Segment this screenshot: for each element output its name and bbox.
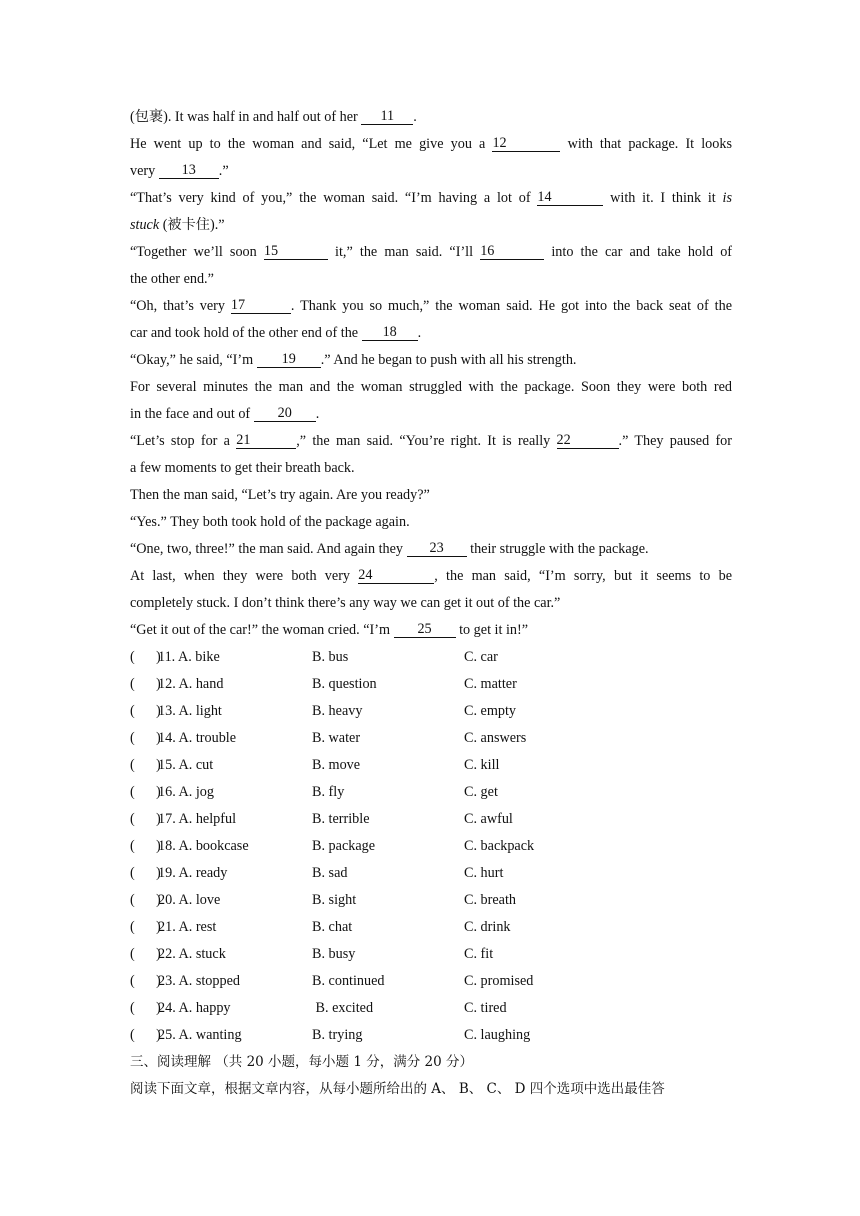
answer-parenthesis[interactable]: ( ) xyxy=(130,919,161,935)
passage-text: a few moments to get their breath back. xyxy=(130,460,355,476)
passage-line xyxy=(130,131,732,158)
passage-line xyxy=(130,104,732,131)
passage-text: with it. I think it xyxy=(610,190,723,206)
passage-text: . xyxy=(315,406,320,422)
option-c: C. matter xyxy=(464,676,517,692)
blank-14: 14 xyxy=(537,189,603,206)
answer-parenthesis[interactable]: ( ) xyxy=(130,838,161,854)
passage-line xyxy=(130,536,732,563)
option-a: 11. A. bike xyxy=(158,649,220,665)
answer-parenthesis[interactable]: ( ) xyxy=(130,730,161,746)
blank-12: 12 xyxy=(492,135,560,152)
question-row xyxy=(130,833,732,860)
passage-text: At last, when they were both very xyxy=(130,568,359,584)
option-a: 17. A. helpful xyxy=(158,811,237,827)
blank-15: 15 xyxy=(264,243,328,260)
answer-parenthesis[interactable]: ( ) xyxy=(130,865,161,881)
passage-text: (包裹). It was half in and half out of her xyxy=(130,109,362,125)
option-c: C. backpack xyxy=(464,838,535,854)
passage-line xyxy=(130,617,732,644)
question-row xyxy=(130,914,732,941)
passage-line xyxy=(130,347,732,374)
question-row xyxy=(130,806,732,833)
passage-text: “Together we’ll soon xyxy=(130,244,264,260)
passage-text: .” And he began to push with all his strength. xyxy=(320,352,577,368)
passage-line xyxy=(130,293,732,320)
option-a: 14. A. trouble xyxy=(158,730,237,746)
answer-parenthesis[interactable]: ( ) xyxy=(130,946,161,962)
option-a: 25. A. wanting xyxy=(158,1027,242,1043)
passage-text: their struggle with the package. xyxy=(470,541,649,557)
answer-parenthesis[interactable]: ( ) xyxy=(130,757,161,773)
option-b: B. move xyxy=(312,757,361,773)
option-b: B. sight xyxy=(312,892,357,908)
blank-11: 11 xyxy=(361,108,413,125)
question-row xyxy=(130,779,732,806)
passage-line xyxy=(130,482,732,509)
option-c: C. drink xyxy=(464,919,511,935)
option-c: C. hurt xyxy=(464,865,504,881)
passage-line xyxy=(130,239,732,266)
passage-text: it,” the man said. “I’ll xyxy=(335,244,481,260)
option-c: C. promised xyxy=(464,973,534,989)
passage-text: “Oh, that’s very xyxy=(130,298,231,314)
section-heading: 三、阅读理解 （共 20 小题，每小题 1 分，满分 20 分） xyxy=(130,1054,473,1070)
passage-text: .” xyxy=(218,163,229,179)
option-b: B. excited xyxy=(312,1000,374,1016)
option-a: 23. A. stopped xyxy=(158,973,240,989)
passage-text: the other end.” xyxy=(130,271,214,287)
option-a: 20. A. love xyxy=(158,892,221,908)
option-b: B. question xyxy=(312,676,377,692)
answer-parenthesis[interactable]: ( ) xyxy=(130,1000,161,1016)
passage-line xyxy=(130,320,732,347)
passage-text: “Let’s stop for a xyxy=(130,433,237,449)
passage-line xyxy=(130,563,732,590)
option-c: C. answers xyxy=(464,730,527,746)
question-row xyxy=(130,1022,732,1049)
passage-text: (被卡住).” xyxy=(159,217,225,233)
question-row xyxy=(130,968,732,995)
option-a: 19. A. ready xyxy=(158,865,228,881)
passage-text: Then the man said, “Let’s try again. Are you ready?” xyxy=(130,487,430,503)
blank-16: 16 xyxy=(480,243,544,260)
blank-24: 24 xyxy=(358,567,434,584)
option-c: C. fit xyxy=(464,946,494,962)
answer-parenthesis[interactable]: ( ) xyxy=(130,1027,161,1043)
option-b: B. trying xyxy=(312,1027,363,1043)
passage-line xyxy=(130,590,732,617)
answer-parenthesis[interactable]: ( ) xyxy=(130,649,161,665)
option-c: C. laughing xyxy=(464,1027,531,1043)
question-row xyxy=(130,644,732,671)
passage-text: For several minutes the man and the woman struggled with the package. Soon they were both red xyxy=(130,379,732,395)
passage-text: very xyxy=(130,163,159,179)
passage-text: . Thank you so much,” the woman said. He got into the back seat of the xyxy=(290,298,732,314)
passage-line xyxy=(130,185,732,212)
option-a: 13. A. light xyxy=(158,703,222,719)
option-b: B. continued xyxy=(312,973,385,989)
option-a: 16. A. jog xyxy=(158,784,214,800)
blank-13: 13 xyxy=(159,162,219,179)
passage-text: with that package. It looks xyxy=(567,136,732,152)
option-c: C. get xyxy=(464,784,498,800)
answer-parenthesis[interactable]: ( ) xyxy=(130,676,161,692)
answer-parenthesis[interactable]: ( ) xyxy=(130,784,161,800)
passage-text: in the face and out of xyxy=(130,406,254,422)
option-b: B. bus xyxy=(312,649,349,665)
passage-text: “Yes.” They both took hold of the package again. xyxy=(130,514,410,530)
blank-25: 25 xyxy=(394,621,456,638)
question-row xyxy=(130,995,732,1022)
blank-22: 22 xyxy=(557,432,619,449)
italic-text: stuck xyxy=(130,217,160,233)
blank-18: 18 xyxy=(362,324,418,341)
option-c: C. breath xyxy=(464,892,517,908)
option-a: 12. A. hand xyxy=(158,676,224,692)
passage-text: completely stuck. I don’t think there’s any way we can get it out of the car.” xyxy=(130,595,561,611)
answer-parenthesis[interactable]: ( ) xyxy=(130,703,161,719)
option-b: B. water xyxy=(312,730,361,746)
passage-line xyxy=(130,158,732,185)
passage-text: “That’s very kind of you,” the woman said. “I’m having a lot of xyxy=(130,190,538,206)
option-b: B. sad xyxy=(312,865,348,881)
option-b: B. chat xyxy=(312,919,353,935)
option-a: 21. A. rest xyxy=(158,919,217,935)
option-a: 15. A. cut xyxy=(158,757,214,773)
question-row xyxy=(130,941,732,968)
option-c: C. awful xyxy=(464,811,513,827)
answer-parenthesis[interactable]: ( ) xyxy=(130,892,161,908)
answer-parenthesis[interactable]: ( ) xyxy=(130,973,161,989)
italic-text: is xyxy=(722,190,733,206)
option-c: C. kill xyxy=(464,757,500,773)
passage-line xyxy=(130,509,732,536)
option-a: 24. A. happy xyxy=(158,1000,231,1016)
passage-text: “One, two, three!” the man said. And again they xyxy=(130,541,407,557)
blank-23: 23 xyxy=(407,540,467,557)
option-b: B. busy xyxy=(312,946,356,962)
blank-20: 20 xyxy=(254,405,316,422)
passage-line xyxy=(130,455,732,482)
passage-text: “Get it out of the car!” the woman cried. “I’m xyxy=(130,622,394,638)
question-row xyxy=(130,860,732,887)
question-row xyxy=(130,725,732,752)
passage-text: , the man said, “I’m sorry, but it seems to be xyxy=(434,568,732,584)
passage-line xyxy=(130,374,732,401)
option-c: C. empty xyxy=(464,703,517,719)
question-list xyxy=(130,644,732,1049)
question-row xyxy=(130,887,732,914)
option-c: C. car xyxy=(464,649,498,665)
section-instruction: 阅读下面文章，根据文章内容，从每小题所给出的 A、 B、 C、 D 四个选项中选出最佳答 xyxy=(130,1081,665,1097)
passage-text: car and took hold of the other end of the xyxy=(130,325,362,341)
blank-21: 21 xyxy=(236,432,296,449)
question-row xyxy=(130,752,732,779)
passage-text: . xyxy=(413,109,417,125)
option-c: C. tired xyxy=(464,1000,507,1016)
document-page xyxy=(130,104,732,1103)
passage-line xyxy=(130,401,732,428)
passage-line xyxy=(130,212,732,239)
blank-19: 19 xyxy=(257,351,321,368)
blank-17: 17 xyxy=(231,297,291,314)
passage-text: .” They paused for xyxy=(618,433,733,449)
option-a: 18. A. bookcase xyxy=(158,838,249,854)
passage-text: ,” the man said. “You’re right. It is really xyxy=(296,433,557,449)
option-b: B. package xyxy=(312,838,376,854)
passage-text: to get it in!” xyxy=(459,622,529,638)
option-b: B. fly xyxy=(312,784,345,800)
passage-line xyxy=(130,428,732,455)
option-b: B. heavy xyxy=(312,703,363,719)
passage-text: He went up to the woman and said, “Let me give you a xyxy=(130,136,493,152)
passage-text: “Okay,” he said, “I’m xyxy=(130,352,257,368)
question-row xyxy=(130,698,732,725)
passage-text: . xyxy=(417,325,422,341)
question-row xyxy=(130,671,732,698)
passage-line xyxy=(130,266,732,293)
answer-parenthesis[interactable]: ( ) xyxy=(130,811,161,827)
passage-text: into the car and take hold of xyxy=(551,244,733,260)
option-a: 22. A. stuck xyxy=(158,946,226,962)
option-b: B. terrible xyxy=(312,811,370,827)
